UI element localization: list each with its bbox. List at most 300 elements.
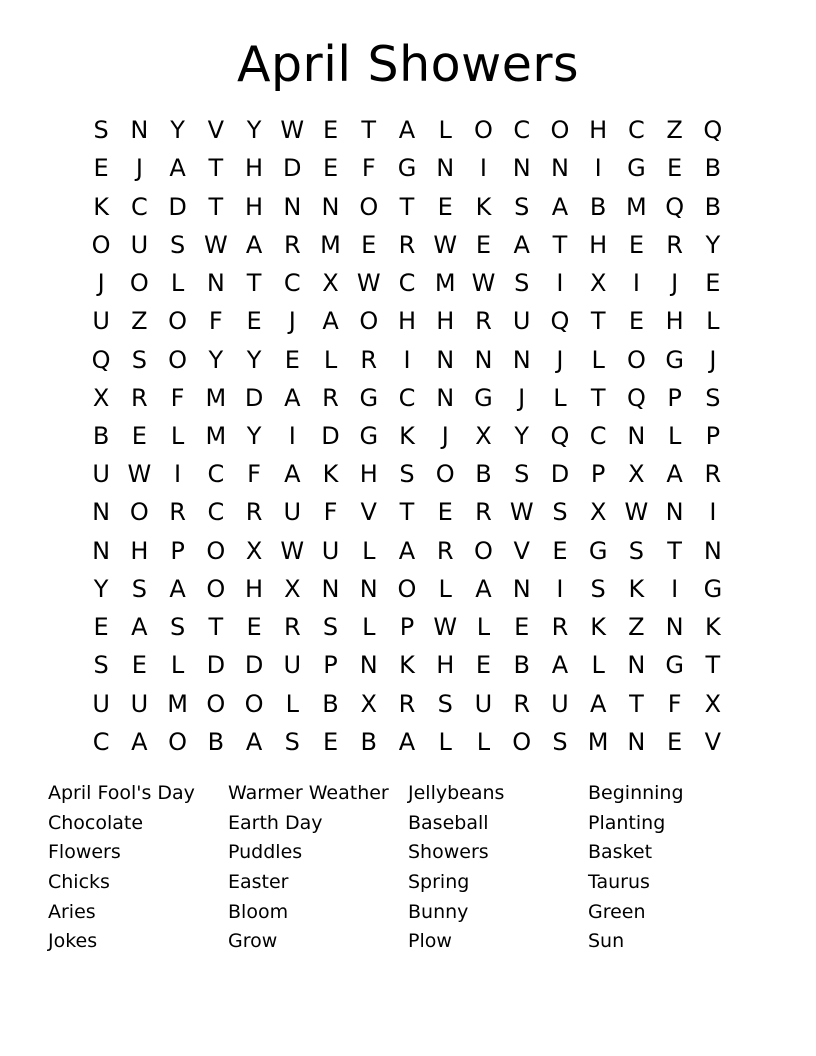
word-list-item: Puddles xyxy=(228,841,303,864)
grid-letter[interactable]: I xyxy=(594,154,602,183)
grid-letter[interactable]: O xyxy=(206,536,226,565)
grid-letter[interactable]: W xyxy=(280,116,305,145)
grid-letter[interactable]: Q xyxy=(550,421,570,450)
grid-letter[interactable]: O xyxy=(168,345,188,374)
grid-letter[interactable]: L xyxy=(362,613,376,642)
grid-letter[interactable]: N xyxy=(92,536,111,565)
grid-letter[interactable]: X xyxy=(589,498,607,527)
grid-letter[interactable]: D xyxy=(168,192,187,221)
grid-letter[interactable]: R xyxy=(513,689,531,718)
grid-letter[interactable]: V xyxy=(207,116,225,145)
grid-letter[interactable]: J xyxy=(97,269,105,298)
grid-letter[interactable]: A xyxy=(551,192,569,221)
grid-letter[interactable]: A xyxy=(131,613,148,642)
grid-letter[interactable]: X xyxy=(92,383,110,412)
grid-letter[interactable]: X xyxy=(360,689,377,718)
grid-letter[interactable]: I xyxy=(403,345,411,374)
grid-letter[interactable]: M xyxy=(205,421,227,450)
grid-letter[interactable]: B xyxy=(704,154,722,183)
grid-letter[interactable]: N xyxy=(283,192,302,221)
grid-letter[interactable]: X xyxy=(322,269,339,298)
grid-letter[interactable]: B xyxy=(475,460,492,489)
grid-letter[interactable]: T xyxy=(246,269,262,298)
grid-letter[interactable]: I xyxy=(709,498,717,527)
word-list-item: Bunny xyxy=(408,900,469,923)
grid-letter[interactable]: O xyxy=(512,727,532,756)
grid-letter[interactable]: E xyxy=(628,307,644,336)
grid-letter[interactable]: F xyxy=(208,307,223,336)
grid-letter[interactable]: N xyxy=(512,574,531,603)
grid-letter[interactable]: H xyxy=(245,574,264,603)
grid-letter[interactable]: E xyxy=(475,230,492,259)
word-list-item: Taurus xyxy=(588,870,650,893)
grid-letter[interactable]: T xyxy=(629,689,644,718)
grid-letter[interactable]: U xyxy=(130,689,149,718)
grid-letter[interactable]: L xyxy=(476,727,491,756)
grid-letter[interactable]: N xyxy=(359,574,378,603)
word-list-item: Easter xyxy=(228,870,289,893)
grid-letter[interactable]: L xyxy=(170,651,185,680)
grid-letter[interactable]: Y xyxy=(246,421,262,450)
grid-letter[interactable]: T xyxy=(208,613,224,642)
grid-letter[interactable]: E xyxy=(131,421,147,450)
grid-letter[interactable]: L xyxy=(170,269,185,298)
grid-letter[interactable]: O xyxy=(129,269,149,298)
grid-letter[interactable]: M xyxy=(320,230,341,259)
grid-letter[interactable]: Y xyxy=(246,116,262,145)
grid-letter[interactable]: C xyxy=(92,727,110,756)
grid-letter[interactable]: A xyxy=(169,574,186,603)
grid-letter[interactable]: E xyxy=(322,727,339,756)
grid-letter[interactable]: U xyxy=(130,230,149,259)
grid-letter[interactable]: T xyxy=(399,498,415,527)
grid-letter[interactable]: U xyxy=(474,689,493,718)
grid-letter[interactable]: K xyxy=(704,613,721,642)
grid-letter[interactable]: G xyxy=(359,383,379,412)
grid-letter[interactable]: R xyxy=(360,345,378,374)
grid-letter[interactable]: A xyxy=(398,116,416,145)
grid-letter[interactable]: Q xyxy=(91,345,111,374)
grid-letter[interactable]: R xyxy=(398,689,416,718)
grid-letter[interactable]: K xyxy=(399,651,415,680)
grid-letter[interactable]: A xyxy=(322,307,339,336)
grid-letter[interactable]: S xyxy=(93,116,109,145)
grid-letter[interactable]: J xyxy=(556,345,564,374)
grid-letter[interactable]: T xyxy=(399,192,415,221)
grid-letter[interactable]: E xyxy=(705,269,721,298)
grid-letter[interactable]: A xyxy=(513,230,530,259)
grid-letter[interactable]: X xyxy=(704,689,722,718)
grid-letter[interactable]: O xyxy=(91,230,111,259)
grid-letter[interactable]: M xyxy=(205,383,227,412)
grid-letter[interactable]: J xyxy=(518,383,526,412)
grid-letter[interactable]: Y xyxy=(170,116,185,145)
grid-letter[interactable]: D xyxy=(244,651,264,680)
grid-letter[interactable]: R xyxy=(475,307,492,336)
grid-letter[interactable]: S xyxy=(590,574,606,603)
grid-letter[interactable]: D xyxy=(206,651,226,680)
grid-letter[interactable]: R xyxy=(704,460,722,489)
grid-letter[interactable]: K xyxy=(399,421,415,450)
grid-letter[interactable]: C xyxy=(398,269,416,298)
grid-letter[interactable]: E xyxy=(437,192,453,221)
grid-letter[interactable]: V xyxy=(360,498,377,527)
word-list-item: Chocolate xyxy=(48,811,144,834)
grid-letter[interactable]: E xyxy=(131,651,147,680)
grid-letter[interactable]: A xyxy=(169,154,186,183)
grid-letter[interactable]: Y xyxy=(93,574,109,603)
grid-letter[interactable]: P xyxy=(667,383,682,412)
grid-letter[interactable]: R xyxy=(283,230,301,259)
grid-letter[interactable]: E xyxy=(361,230,377,259)
grid-letter[interactable]: J xyxy=(671,269,679,298)
grid-letter[interactable]: F xyxy=(361,154,376,183)
grid-letter[interactable]: K xyxy=(475,192,492,221)
grid-letter[interactable]: W xyxy=(509,498,534,527)
grid-letter[interactable]: S xyxy=(552,727,568,756)
grid-letter[interactable]: W xyxy=(127,460,152,489)
grid-letter[interactable]: Z xyxy=(628,613,645,642)
grid-letter[interactable]: S xyxy=(131,345,147,374)
word-list-item: Beginning xyxy=(588,781,684,804)
grid-letter[interactable]: S xyxy=(514,460,530,489)
grid-letter[interactable]: H xyxy=(589,230,608,259)
grid-letter[interactable]: D xyxy=(550,460,570,489)
grid-letter[interactable]: F xyxy=(667,689,682,718)
grid-letter[interactable]: U xyxy=(512,307,531,336)
grid-letter[interactable]: T xyxy=(590,307,606,336)
grid-letter[interactable]: M xyxy=(434,269,456,298)
grid-letter[interactable]: O xyxy=(206,574,226,603)
grid-letter[interactable]: A xyxy=(551,651,569,680)
grid-letter[interactable]: C xyxy=(207,460,225,489)
grid-letter[interactable]: X xyxy=(628,460,645,489)
grid-letter[interactable]: L xyxy=(476,613,491,642)
grid-letter[interactable]: P xyxy=(323,651,338,680)
word-list-item: Basket xyxy=(588,841,653,864)
grid-letter[interactable]: L xyxy=(591,651,605,680)
grid-letter[interactable]: G xyxy=(474,383,493,412)
grid-letter[interactable]: I xyxy=(288,421,296,450)
grid-letter[interactable]: S xyxy=(628,536,645,565)
grid-letter[interactable]: H xyxy=(245,154,264,183)
grid-letter[interactable]: R xyxy=(322,383,339,412)
grid-letter[interactable]: C xyxy=(628,116,645,145)
grid-letter[interactable]: C xyxy=(398,383,416,412)
grid-letter[interactable]: R xyxy=(169,498,186,527)
grid-letter[interactable]: Y xyxy=(514,421,530,450)
grid-letter[interactable]: T xyxy=(590,383,606,412)
grid-letter[interactable]: S xyxy=(514,269,530,298)
grid-letter[interactable]: Q xyxy=(626,383,646,412)
grid-letter[interactable]: X xyxy=(475,421,492,450)
grid-letter[interactable]: S xyxy=(514,192,530,221)
grid-letter[interactable]: S xyxy=(284,727,300,756)
grid-letter[interactable]: U xyxy=(283,498,302,527)
grid-letter[interactable]: E xyxy=(475,651,492,680)
grid-letter[interactable]: Z xyxy=(131,307,148,336)
grid-letter[interactable]: L xyxy=(706,307,720,336)
grid-letter[interactable]: T xyxy=(361,116,377,145)
grid-letter[interactable]: D xyxy=(283,154,302,183)
grid-letter[interactable]: A xyxy=(398,536,416,565)
grid-letter[interactable]: M xyxy=(626,192,647,221)
grid-letter[interactable]: N xyxy=(359,651,378,680)
grid-letter[interactable]: E xyxy=(246,307,262,336)
grid-letter[interactable]: P xyxy=(170,536,185,565)
grid-letter[interactable]: Q xyxy=(703,116,723,145)
grid-letter[interactable]: X xyxy=(284,574,301,603)
grid-letter[interactable]: I xyxy=(671,574,679,603)
grid-letter[interactable]: A xyxy=(245,727,263,756)
grid-letter[interactable]: S xyxy=(93,651,109,680)
grid-letter[interactable]: Y xyxy=(208,345,224,374)
grid-letter[interactable]: N xyxy=(436,345,455,374)
grid-letter[interactable]: L xyxy=(553,383,567,412)
grid-letter[interactable]: B xyxy=(513,651,530,680)
grid-letter[interactable]: K xyxy=(322,460,339,489)
grid-letter[interactable]: O xyxy=(474,536,493,565)
grid-letter[interactable]: N xyxy=(665,613,684,642)
grid-letter[interactable]: E xyxy=(322,154,339,183)
grid-letter[interactable]: V xyxy=(513,536,530,565)
grid-letter[interactable]: S xyxy=(322,613,339,642)
grid-letter[interactable]: N xyxy=(436,154,455,183)
grid-letter[interactable]: Y xyxy=(705,230,721,259)
grid-letter[interactable]: C xyxy=(513,116,531,145)
grid-letter[interactable]: A xyxy=(284,460,301,489)
grid-letter[interactable]: O xyxy=(397,574,417,603)
grid-letter[interactable]: P xyxy=(590,460,606,489)
grid-letter[interactable]: T xyxy=(208,192,224,221)
grid-letter[interactable]: O xyxy=(626,345,646,374)
grid-letter[interactable]: W xyxy=(471,269,496,298)
grid-letter[interactable]: H xyxy=(589,116,608,145)
grid-letter[interactable]: N xyxy=(474,345,493,374)
grid-letter[interactable]: T xyxy=(667,536,682,565)
grid-letter[interactable]: G xyxy=(665,345,684,374)
grid-letter[interactable]: W xyxy=(433,613,458,642)
grid-letter[interactable]: N xyxy=(627,727,646,756)
grid-letter[interactable]: E xyxy=(93,613,109,642)
grid-letter[interactable]: G xyxy=(703,574,723,603)
grid-letter[interactable]: M xyxy=(167,689,188,718)
grid-letter[interactable]: U xyxy=(92,307,110,336)
grid-letter[interactable]: K xyxy=(590,613,607,642)
grid-letter[interactable]: H xyxy=(665,307,684,336)
grid-letter[interactable]: H xyxy=(130,536,149,565)
grid-letter[interactable]: L xyxy=(667,421,682,450)
grid-letter[interactable]: T xyxy=(705,651,721,680)
page-title: April Showers xyxy=(236,36,580,93)
grid-letter[interactable]: N xyxy=(665,498,684,527)
grid-letter[interactable]: H xyxy=(436,307,455,336)
grid-letter[interactable]: Q xyxy=(550,307,570,336)
grid-letter[interactable]: L xyxy=(170,421,185,450)
grid-letter[interactable]: L xyxy=(362,536,376,565)
grid-letter[interactable]: K xyxy=(628,574,645,603)
grid-letter[interactable]: E xyxy=(667,154,683,183)
grid-letter[interactable]: A xyxy=(284,383,301,412)
grid-letter[interactable]: B xyxy=(589,192,607,221)
grid-letter[interactable]: K xyxy=(93,192,109,221)
grid-letter[interactable]: J xyxy=(709,345,717,374)
grid-letter[interactable]: E xyxy=(284,345,300,374)
grid-letter[interactable]: O xyxy=(244,689,264,718)
grid-letter[interactable]: X xyxy=(589,269,607,298)
grid-letter[interactable]: O xyxy=(474,116,493,145)
grid-letter[interactable]: S xyxy=(705,383,721,412)
grid-letter[interactable]: L xyxy=(285,689,299,718)
word-list-item: Plow xyxy=(408,930,452,953)
grid-letter[interactable]: G xyxy=(588,536,608,565)
grid-letter[interactable]: N xyxy=(550,154,569,183)
grid-letter[interactable]: H xyxy=(397,307,417,336)
grid-letter[interactable]: G xyxy=(397,154,417,183)
grid-letter[interactable]: L xyxy=(591,345,605,374)
grid-letter[interactable]: N xyxy=(512,345,531,374)
grid-letter[interactable]: A xyxy=(398,727,416,756)
grid-letter[interactable]: F xyxy=(247,460,261,489)
grid-letter[interactable]: L xyxy=(438,574,452,603)
grid-letter[interactable]: D xyxy=(321,421,340,450)
grid-letter[interactable]: O xyxy=(168,307,188,336)
grid-letter[interactable]: U xyxy=(551,689,569,718)
grid-letter[interactable]: B xyxy=(207,727,225,756)
grid-letter[interactable]: R xyxy=(436,536,454,565)
grid-letter[interactable]: E xyxy=(322,116,339,145)
grid-letter[interactable]: M xyxy=(587,727,609,756)
grid-letter[interactable]: Y xyxy=(246,345,262,374)
grid-letter[interactable]: A xyxy=(589,689,607,718)
grid-letter[interactable]: C xyxy=(130,192,148,221)
grid-letter[interactable]: U xyxy=(321,536,340,565)
grid-letter[interactable]: R xyxy=(666,230,683,259)
grid-letter[interactable]: J xyxy=(288,307,296,336)
grid-letter[interactable]: O xyxy=(435,460,455,489)
grid-letter[interactable]: O xyxy=(206,689,226,718)
grid-letter[interactable]: O xyxy=(359,307,379,336)
grid-letter[interactable]: I xyxy=(556,574,564,603)
grid-letter[interactable]: E xyxy=(552,536,568,565)
grid-letter[interactable]: R xyxy=(131,383,148,412)
grid-letter[interactable]: E xyxy=(628,230,644,259)
grid-letter[interactable]: J xyxy=(135,154,143,183)
grid-letter[interactable]: E xyxy=(93,154,109,183)
grid-letter[interactable]: E xyxy=(514,613,530,642)
grid-letter[interactable]: N xyxy=(130,116,149,145)
grid-letter[interactable]: I xyxy=(479,154,487,183)
grid-letter[interactable]: R xyxy=(475,498,492,527)
grid-letter[interactable]: B xyxy=(92,421,110,450)
grid-letter[interactable]: H xyxy=(359,460,378,489)
grid-letter[interactable]: I xyxy=(632,269,640,298)
grid-letter[interactable]: B xyxy=(704,192,722,221)
grid-letter[interactable]: R xyxy=(398,230,416,259)
grid-letter[interactable]: P xyxy=(399,613,415,642)
word-list-item: April Fool's Day xyxy=(48,781,195,804)
grid-letter[interactable]: G xyxy=(627,154,646,183)
grid-letter[interactable]: U xyxy=(92,460,110,489)
grid-letter[interactable]: C xyxy=(589,421,607,450)
grid-letter[interactable]: R xyxy=(245,498,263,527)
grid-letter[interactable]: W xyxy=(203,230,228,259)
grid-letter[interactable]: G xyxy=(665,651,684,680)
grid-letter[interactable]: O xyxy=(550,116,570,145)
grid-letter[interactable]: W xyxy=(356,269,381,298)
grid-letter[interactable]: R xyxy=(283,613,301,642)
grid-letter[interactable]: N xyxy=(321,192,340,221)
grid-letter[interactable]: Z xyxy=(666,116,683,145)
grid-letter[interactable]: C xyxy=(283,269,301,298)
grid-letter[interactable]: D xyxy=(244,383,264,412)
grid-letter[interactable]: O xyxy=(359,192,379,221)
grid-letter[interactable]: L xyxy=(323,345,338,374)
grid-letter[interactable]: O xyxy=(168,727,188,756)
grid-letter[interactable]: E xyxy=(667,727,683,756)
grid-letter[interactable]: O xyxy=(129,498,149,527)
grid-letter[interactable]: C xyxy=(207,498,225,527)
grid-letter[interactable]: W xyxy=(280,536,305,565)
grid-letter[interactable]: B xyxy=(322,689,339,718)
grid-letter[interactable]: S xyxy=(131,574,147,603)
grid-letter[interactable]: W xyxy=(433,230,458,259)
grid-letter[interactable]: Q xyxy=(665,192,685,221)
grid-letter[interactable]: L xyxy=(438,116,452,145)
grid-letter[interactable]: S xyxy=(169,613,186,642)
grid-letter[interactable]: N xyxy=(512,154,531,183)
grid-letter[interactable]: N xyxy=(627,421,646,450)
grid-letter[interactable]: H xyxy=(245,192,264,221)
grid-letter[interactable]: S xyxy=(169,230,186,259)
grid-letter[interactable]: N xyxy=(92,498,111,527)
grid-letter[interactable]: E xyxy=(437,498,453,527)
grid-letter[interactable]: S xyxy=(552,498,568,527)
grid-letter[interactable]: U xyxy=(92,689,110,718)
grid-letter[interactable]: J xyxy=(441,421,449,450)
grid-letter[interactable]: F xyxy=(170,383,185,412)
grid-letter[interactable]: A xyxy=(475,574,492,603)
grid-letter[interactable]: N xyxy=(321,574,340,603)
grid-letter[interactable]: H xyxy=(436,651,455,680)
grid-letter[interactable]: S xyxy=(399,460,415,489)
grid-letter[interactable]: I xyxy=(174,460,182,489)
grid-letter[interactable]: A xyxy=(245,230,263,259)
grid-letter[interactable]: U xyxy=(283,651,302,680)
grid-letter[interactable]: P xyxy=(705,421,721,450)
grid-letter[interactable]: X xyxy=(245,536,263,565)
grid-letter[interactable]: E xyxy=(246,613,262,642)
grid-letter[interactable]: R xyxy=(551,613,569,642)
grid-letter[interactable]: L xyxy=(438,727,452,756)
grid-letter[interactable]: V xyxy=(704,727,722,756)
grid-letter[interactable]: A xyxy=(666,460,683,489)
grid-letter[interactable]: F xyxy=(323,498,338,527)
grid-letter[interactable]: T xyxy=(208,154,224,183)
grid-letter[interactable]: W xyxy=(624,498,649,527)
grid-letter[interactable]: N xyxy=(627,651,646,680)
grid-letter[interactable]: T xyxy=(552,230,568,259)
grid-letter[interactable]: G xyxy=(359,421,379,450)
grid-letter[interactable]: I xyxy=(556,269,564,298)
grid-letter[interactable]: N xyxy=(436,383,455,412)
word-list-item: Aries xyxy=(48,900,96,923)
grid-letter[interactable]: A xyxy=(131,727,148,756)
grid-letter[interactable]: S xyxy=(437,689,453,718)
grid-letter[interactable]: N xyxy=(206,269,225,298)
grid-letter[interactable]: B xyxy=(360,727,377,756)
grid-letter[interactable]: N xyxy=(703,536,722,565)
